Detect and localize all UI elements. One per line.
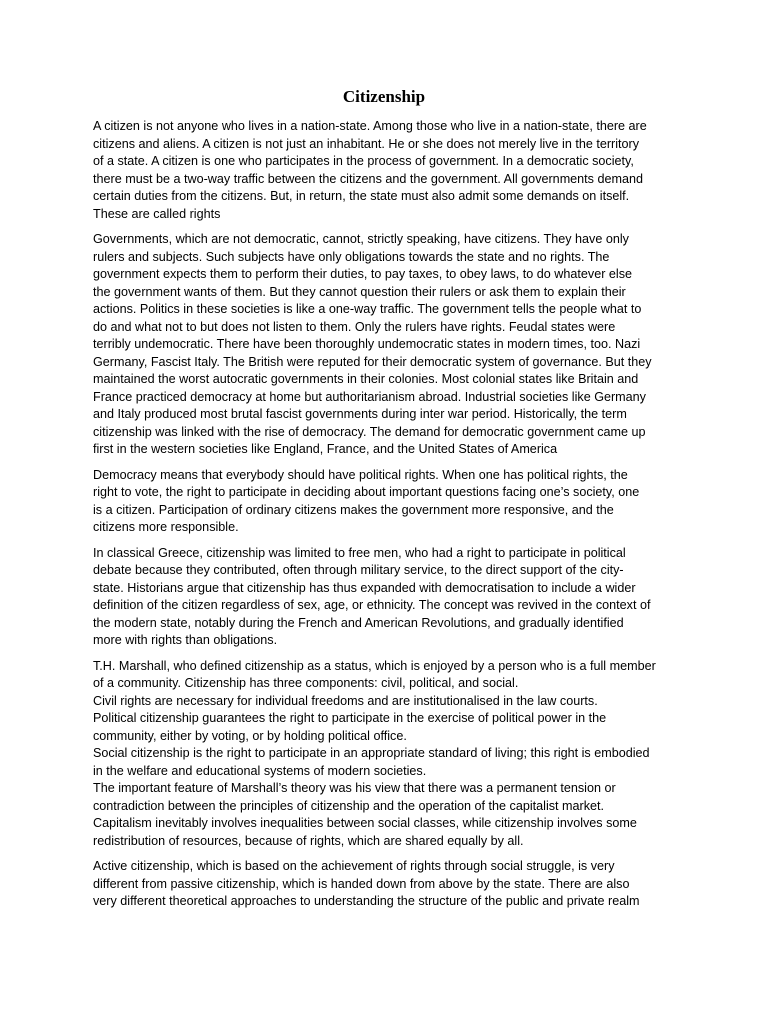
- paragraph-line: Democracy means that everybody should have political rights. When one has political rights, the: [93, 467, 628, 482]
- paragraph-line: very different theoretical approaches to understanding the structure of the public and private realm: [93, 894, 640, 908]
- paragraph-line: certain duties from the citizens. But, in return, the state must also admit some demands on itself.: [93, 189, 630, 203]
- paragraph-line: A citizen is not anyone who lives in a nation-state. Among those who live in a nation-state, there are: [93, 119, 647, 133]
- paragraph-line: France practiced democracy at home but authoritarianism abroad. Industrial societies like Germany: [93, 389, 646, 404]
- paragraph-line: and Italy produced most brutal fascist governments during inter war period. Historically, the term: [93, 407, 627, 421]
- paragraph-line: Germany, Fascist Italy. The British were reputed for their democratic system of governance. But they: [93, 354, 652, 369]
- paragraph-line: These are called rights: [93, 206, 221, 221]
- paragraph-line: different from passive citizenship, which is handed down from above by the state. There are also: [93, 876, 630, 891]
- paragraph-line: citizens and aliens. A citizen is not just an inhabitant. He or she does not merely live in the territory: [93, 136, 640, 151]
- paragraph-line: in the welfare and educational systems of modern societies.: [93, 763, 427, 778]
- document-body: [93, 118, 668, 919]
- paragraph-2: [93, 231, 668, 459]
- paragraph-line: Political citizenship guarantees the right to participate in the exercise of political power in the: [93, 711, 607, 725]
- paragraph-line: actions. Politics in these societies is like a one-way traffic. The government tells the people what to: [93, 302, 642, 316]
- paragraph-line: rulers and subjects. Such subjects have only obligations towards the state and no rights. The: [93, 249, 610, 264]
- paragraph-line: first in the western societies like England, France, and the United States of America: [93, 442, 558, 456]
- paragraph-5: [93, 658, 668, 851]
- paragraph-line: community, either by voting, or by holding political office.: [93, 728, 407, 743]
- paragraph-line: Social citizenship is the right to participate in an appropriate standard of living; this right is embodied: [93, 746, 650, 760]
- paragraph-line: maintained the worst autocratic governments in their colonies. Most colonial states like Britain and: [93, 372, 639, 386]
- paragraph-line: definition of the citizen regardless of sex, age, or ethnicity. The concept was revived in the context of: [93, 598, 651, 612]
- paragraph-line: Civil rights are necessary for individual freedoms and are institutionalised in the law courts.: [93, 693, 598, 708]
- paragraph-line: citizens more responsible.: [93, 520, 239, 534]
- paragraph-line: The important feature of Marshall’s theory was his view that there was a permanent tension or: [93, 781, 616, 795]
- paragraph-1: [93, 118, 668, 223]
- paragraph-line: do and what not to but does not listen to them. Only the rulers have rights. Feudal states were: [93, 319, 616, 334]
- paragraph-line: the modern state, notably during the French and American Revolutions, and gradually identified: [93, 615, 624, 630]
- paragraph-line: government expects them to perform their duties, to pay taxes, to obey laws, to do whatever else: [93, 267, 633, 281]
- paragraph-line: terribly undemocratic. There have been thoroughly undemocratic states in modern times, too. Nazi: [93, 337, 641, 351]
- paragraph-line: there must be a two-way traffic between the citizens and the government. All governments demand: [93, 171, 643, 186]
- paragraph-line: more with rights than obligations.: [93, 633, 278, 647]
- paragraph-6: [93, 858, 668, 911]
- paragraph-line: citizenship was linked with the rise of democracy. The demand for democratic government came up: [93, 424, 646, 439]
- paragraph-4: [93, 545, 668, 650]
- paragraph-3: [93, 467, 668, 537]
- paragraph-line: Capitalism inevitably involves inequalities between social classes, while citizenship involves some: [93, 816, 637, 830]
- paragraph-line: is a citizen. Participation of ordinary citizens makes the government more responsive, and the: [93, 502, 614, 517]
- paragraph-line: state. Historians argue that citizenship has thus expanded with democratisation to include a wider: [93, 580, 636, 595]
- paragraph-line: Governments, which are not democratic, cannot, strictly speaking, have citizens. They have only: [93, 232, 629, 246]
- paragraph-line: contradiction between the principles of citizenship and the operation of the capitalist market.: [93, 798, 605, 813]
- paragraph-line: the government wants of them. But they cannot question their rulers or ask them to explain their: [93, 284, 626, 299]
- paragraph-line: debate because they contributed, often through military service, to the direct support of the city-: [93, 563, 624, 577]
- paragraph-line: redistribution of resources, because of rights, which are shared equally by all.: [93, 833, 524, 848]
- paragraph-line: Active citizenship, which is based on the achievement of rights through social struggle, is very: [93, 859, 615, 873]
- paragraph-line: of a community. Citizenship has three components: civil, political, and social.: [93, 676, 519, 690]
- paragraph-line: right to vote, the right to participate in deciding about important questions facing one’s society, one: [93, 485, 640, 499]
- paragraph-line: of a state. A citizen is one who participates in the process of government. In a democratic society,: [93, 154, 634, 168]
- paragraph-line: In classical Greece, citizenship was limited to free men, who had a right to participate in political: [93, 545, 626, 560]
- paragraph-line: T.H. Marshall, who defined citizenship as a status, which is enjoyed by a person who is a full member: [93, 658, 656, 673]
- page-title: Citizenship: [342, 87, 426, 106]
